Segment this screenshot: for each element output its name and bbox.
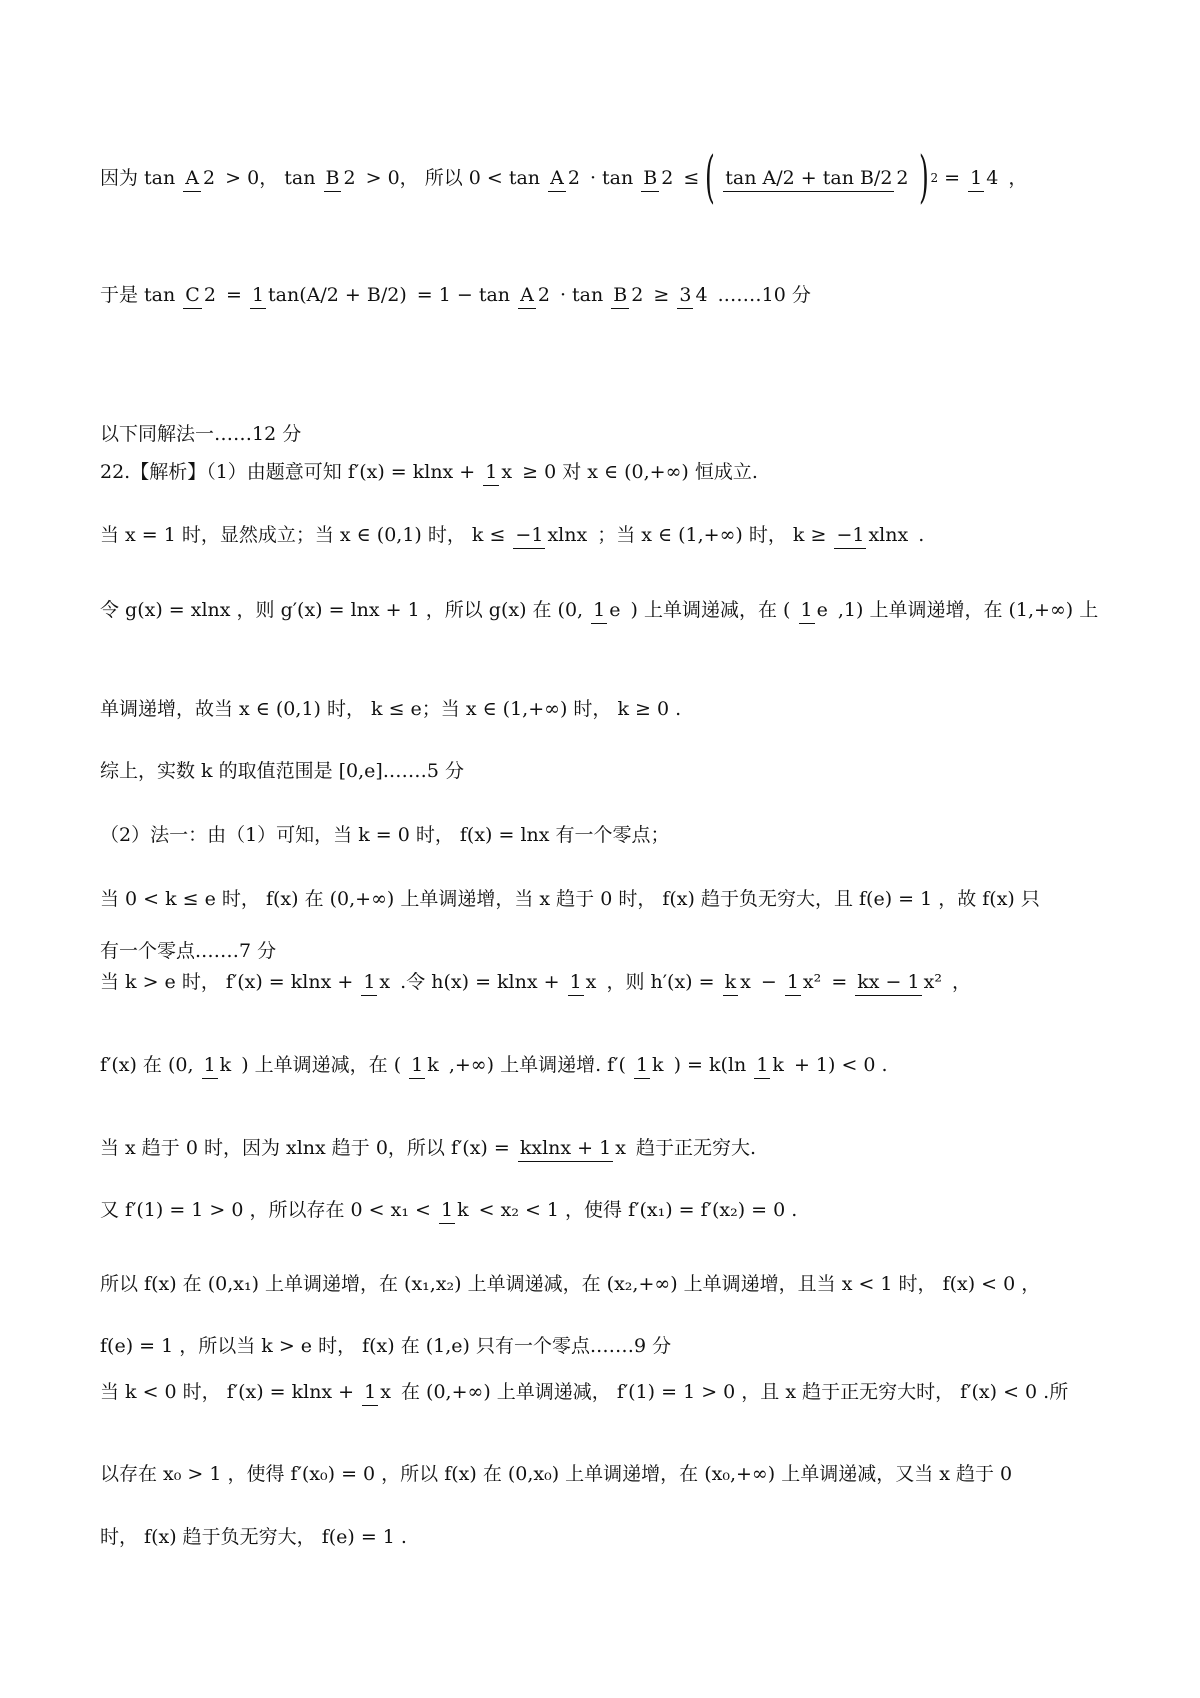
line-4 bbox=[100, 462, 758, 483]
text: ≤ bbox=[683, 166, 700, 189]
fraction-b-over-2 bbox=[324, 168, 358, 189]
fraction-a-over-2 bbox=[548, 168, 582, 189]
numerator: 1 bbox=[362, 1381, 378, 1406]
denominator: k bbox=[772, 1054, 784, 1076]
text: 于是 tan bbox=[100, 283, 176, 306]
denominator: 2 bbox=[537, 284, 550, 306]
denominator: k bbox=[427, 1054, 439, 1076]
left-paren: ( bbox=[705, 145, 716, 210]
text: .令 h(x) = klnx + bbox=[400, 970, 560, 993]
denominator: x bbox=[380, 1381, 391, 1403]
text: 令 g(x) = xlnx ，则 g′(x) = lnx + 1 ，所以 g(x) 在 (0, bbox=[100, 598, 584, 621]
numerator: 1 bbox=[568, 971, 584, 996]
exponent: 2 bbox=[930, 171, 939, 185]
fraction-b-over-2 bbox=[611, 285, 645, 306]
text: ,1) 上单调递增，在 (1,+∞) 上 bbox=[837, 598, 1099, 621]
fraction-one-over-k bbox=[754, 1055, 786, 1076]
text: ) 上单调递减，在 ( bbox=[630, 598, 791, 621]
text: · tan bbox=[589, 166, 634, 189]
numerator: 1 bbox=[799, 599, 815, 624]
fraction-three-quarters bbox=[677, 285, 709, 306]
numerator: C bbox=[183, 284, 202, 309]
line-8: 综上，实数 k 的取值范围是 [0,e].……5 分 bbox=[100, 760, 464, 782]
denominator: x bbox=[585, 971, 597, 993]
denominator: xlnx bbox=[868, 524, 909, 546]
line-12 bbox=[100, 972, 971, 993]
denominator: e bbox=[816, 599, 828, 621]
line-13 bbox=[100, 1055, 888, 1076]
text: = bbox=[944, 166, 961, 189]
denominator: xlnx bbox=[547, 524, 588, 546]
text: ；当 x ∈ (1,+∞) 时， k ≥ bbox=[597, 523, 827, 546]
denominator: x² bbox=[923, 971, 942, 993]
text: · tan bbox=[559, 283, 604, 306]
fraction-a-over-2 bbox=[183, 168, 217, 189]
text: .……10 分 bbox=[717, 283, 811, 306]
denominator: 4 bbox=[986, 166, 999, 189]
fraction-a-over-2 bbox=[518, 285, 552, 306]
text: > 0， tan bbox=[225, 166, 316, 189]
text: = bbox=[831, 970, 848, 993]
text: f′(x) 在 (0, bbox=[100, 1053, 194, 1076]
fraction-neg-one-over-xlnx bbox=[834, 525, 910, 546]
line-16: 所以 f(x) 在 (0,x₁) 上单调递增，在 (x₁,x₂) 上单调递减，在 (x₂,+∞) 上单调递增，且当 x < 1 时， f(x) < 0 ， bbox=[100, 1273, 1041, 1295]
line-15 bbox=[100, 1200, 797, 1221]
text: < x₂ < 1 ，使得 f′(x₁) = f′(x₂) = 0 . bbox=[478, 1198, 798, 1221]
fraction-one-over-x bbox=[483, 462, 514, 483]
denominator: x bbox=[740, 971, 751, 993]
numerator: A bbox=[548, 167, 566, 192]
line-10: 当 0 < k ≤ e 时， f(x) 在 (0,+∞) 上单调递增，当 x 趋于 0 时， f(x) 趋于负无穷大，且 f(e) = 1 ，故 f(x) 只 bbox=[100, 888, 1040, 910]
text: + 1) < 0 . bbox=[793, 1053, 888, 1076]
numerator: B bbox=[611, 284, 629, 309]
denominator: tan(A/2 + B/2) bbox=[268, 284, 407, 306]
right-paren: ) bbox=[918, 145, 929, 210]
text: 因为 tan bbox=[100, 166, 176, 189]
numerator: 1 bbox=[483, 461, 499, 486]
numerator: 1 bbox=[634, 1054, 650, 1079]
numerator: 1 bbox=[409, 1054, 425, 1079]
numerator: kxlnx + 1 bbox=[518, 1137, 613, 1162]
line-20: 时， f(x) 趋于负无穷大， f(e) = 1 . bbox=[100, 1526, 407, 1548]
denominator: 2 bbox=[203, 166, 216, 189]
denominator: k bbox=[457, 1199, 469, 1221]
numerator: k bbox=[723, 971, 739, 996]
line-17: f(e) = 1 ，所以当 k > e 时， f(x) 在 (1,e) 只有一个零点.……9 分 bbox=[100, 1335, 672, 1357]
text: ≥ bbox=[653, 283, 670, 306]
denominator: x² bbox=[802, 971, 822, 993]
fraction-kxlnx-plus-one bbox=[518, 1138, 628, 1159]
text: ,+∞) 上单调递增. f′( bbox=[448, 1053, 626, 1076]
fraction-one-over-k bbox=[202, 1055, 234, 1076]
fraction-one-quarter bbox=[968, 168, 1000, 189]
numerator: 1 bbox=[754, 1054, 770, 1079]
text: > 0， 所以 0 < tan bbox=[365, 166, 541, 189]
text: 又 f′(1) = 1 > 0 ，所以存在 0 < x₁ < bbox=[100, 1198, 431, 1221]
text: ， bbox=[952, 970, 972, 993]
text: = 1 − tan bbox=[416, 283, 511, 306]
numerator: 1 bbox=[785, 971, 801, 996]
denominator: 2 bbox=[661, 166, 674, 189]
denominator: k bbox=[652, 1054, 664, 1076]
text: ) = k(ln bbox=[673, 1053, 747, 1076]
fraction-one-over-k bbox=[439, 1200, 471, 1221]
line-7: 单调递增，故当 x ∈ (0,1) 时， k ≤ e；当 x ∈ (1,+∞) 时， k ≥ 0 . bbox=[100, 698, 682, 720]
fraction-one-over-x bbox=[362, 1382, 393, 1403]
numerator: 1 bbox=[439, 1199, 455, 1224]
denominator: x bbox=[501, 461, 513, 483]
fraction-one-over-x bbox=[361, 972, 392, 993]
numerator: tan A/2 + tan B/2 bbox=[723, 167, 894, 192]
denominator: 2 bbox=[203, 284, 216, 306]
fraction-neg-one-over-xlnx bbox=[513, 525, 589, 546]
text: 在 (0,+∞) 上单调递减， f′(1) = 1 > 0 ，且 x 趋于正无穷大时， f′(x) < 0 .所 bbox=[401, 1380, 1069, 1403]
text: 趋于正无穷大. bbox=[635, 1136, 757, 1159]
numerator: 1 bbox=[250, 284, 266, 309]
numerator: kx − 1 bbox=[855, 971, 921, 996]
numerator: A bbox=[183, 167, 201, 192]
denominator: 4 bbox=[695, 284, 708, 306]
numerator: −1 bbox=[513, 524, 545, 549]
fraction-k-over-x bbox=[723, 972, 753, 993]
denominator: x bbox=[615, 1137, 626, 1159]
denominator: 2 bbox=[631, 284, 644, 306]
numerator: 1 bbox=[361, 971, 377, 996]
text: 当 x = 1 时，显然成立；当 x ∈ (0,1) 时， k ≤ bbox=[100, 523, 506, 546]
fraction-one-over-e bbox=[799, 600, 830, 621]
fraction-one-over-x-squared bbox=[785, 972, 823, 993]
line-3: 以下同解法一……12 分 bbox=[100, 423, 302, 445]
text: 当 k < 0 时， f′(x) = klnx + bbox=[100, 1380, 355, 1403]
line-18 bbox=[100, 1382, 1068, 1403]
fraction-kx-minus-one bbox=[855, 972, 944, 993]
line-2 bbox=[100, 285, 811, 306]
text: 当 k > e 时， f′(x) = klnx + bbox=[100, 970, 354, 993]
text: ，则 h′(x) = bbox=[606, 970, 715, 993]
text: 22.【解析】（1）由题意可知 f′(x) = klnx + bbox=[100, 460, 476, 483]
numerator: 1 bbox=[968, 167, 984, 192]
denominator: x bbox=[379, 971, 391, 993]
numerator: −1 bbox=[834, 524, 866, 549]
text: 当 x 趋于 0 时，因为 xlnx 趋于 0，所以 f′(x) = bbox=[100, 1136, 510, 1159]
line-5 bbox=[100, 525, 924, 546]
line-11: 有一个零点.……7 分 bbox=[100, 940, 277, 962]
numerator: 1 bbox=[202, 1054, 218, 1079]
numerator: 1 bbox=[591, 599, 607, 624]
fraction-one-over-tan bbox=[250, 285, 409, 306]
text: − bbox=[760, 970, 777, 993]
denominator: 2 bbox=[567, 166, 580, 189]
denominator: 2 bbox=[896, 166, 909, 189]
numerator: B bbox=[641, 167, 659, 192]
text: = bbox=[225, 283, 242, 306]
fraction-c-over-2 bbox=[183, 285, 218, 306]
numerator: 3 bbox=[677, 284, 693, 309]
text: . bbox=[918, 523, 925, 546]
denominator: e bbox=[609, 599, 621, 621]
fraction-one-over-k bbox=[634, 1055, 666, 1076]
denominator: k bbox=[219, 1054, 232, 1076]
numerator: B bbox=[324, 167, 342, 192]
line-19: 以存在 x₀ > 1 ，使得 f′(x₀) = 0 ，所以 f(x) 在 (0,x₀) 上单调递增，在 (x₀,+∞) 上单调递减，又当 x 趋于 0 bbox=[100, 1463, 1013, 1485]
text: ) 上单调递减，在 ( bbox=[241, 1053, 402, 1076]
text: ， bbox=[1008, 166, 1028, 189]
line-6 bbox=[100, 600, 1098, 621]
line-1 bbox=[100, 145, 1028, 210]
numerator: A bbox=[518, 284, 536, 309]
denominator: 2 bbox=[343, 166, 356, 189]
fraction-one-over-e bbox=[591, 600, 622, 621]
fraction-tan-sum bbox=[723, 168, 910, 189]
fraction-one-over-x bbox=[568, 972, 599, 993]
line-9: （2）法一：由（1）可知，当 k = 0 时， f(x) = lnx 有一个零点； bbox=[100, 824, 670, 846]
line-14 bbox=[100, 1138, 756, 1159]
text: ≥ 0 对 x ∈ (0,+∞) 恒成立. bbox=[522, 460, 758, 483]
fraction-one-over-k bbox=[409, 1055, 441, 1076]
fraction-b-over-2 bbox=[641, 168, 675, 189]
